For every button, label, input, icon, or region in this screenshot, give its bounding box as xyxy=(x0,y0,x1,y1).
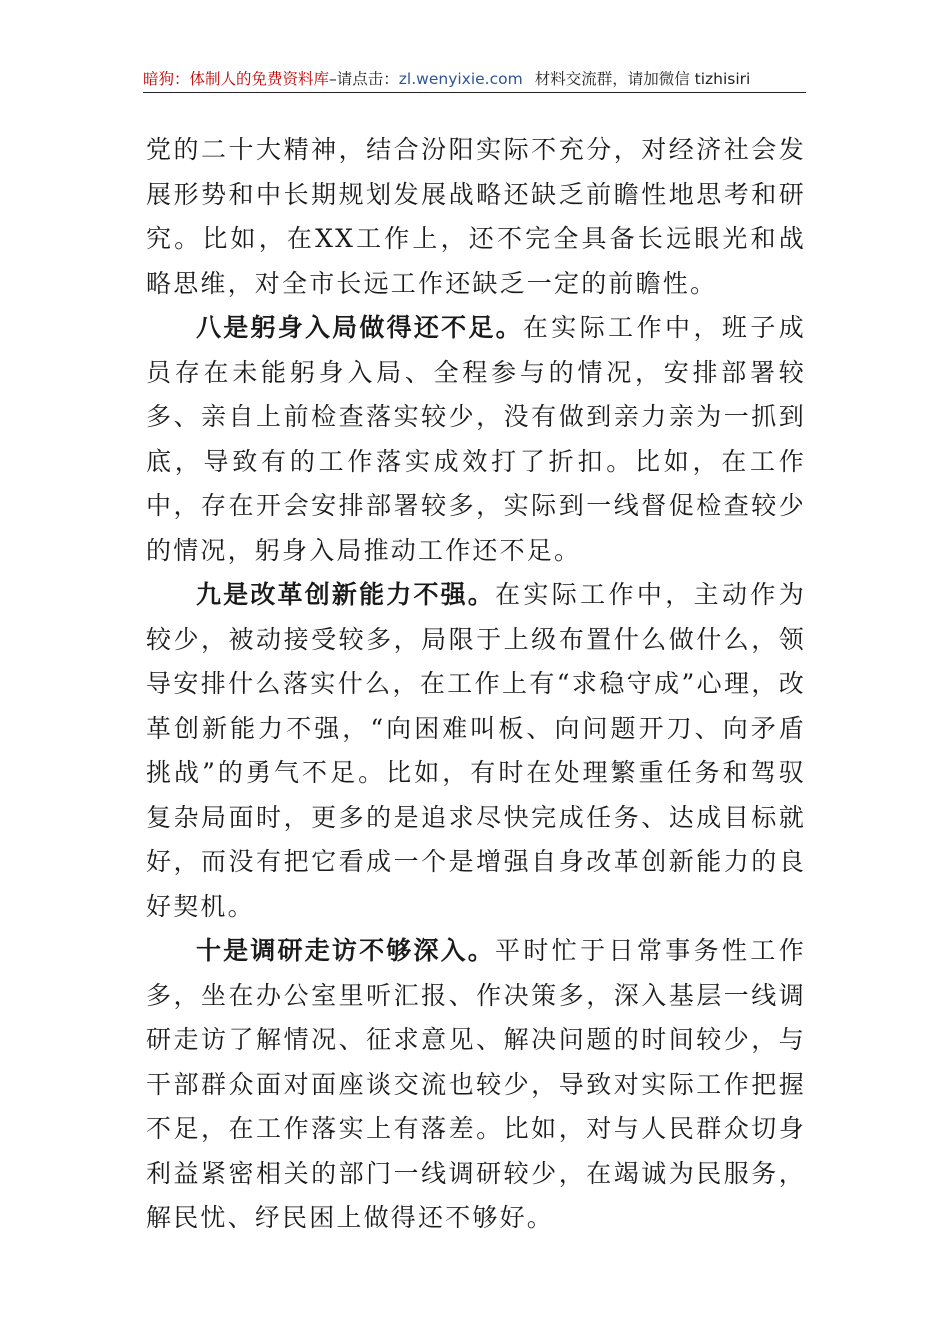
page-header xyxy=(143,66,806,93)
paragraph-heading: 九是改革创新能力不强。 xyxy=(196,580,495,609)
paragraph-text: 在实际工作中，班子成员存在未能躬身入局、全程参与的情况，安排部署较多、亲自上前检查落实较少，没有做到亲力亲为一抓到底，导致有的工作落实成效打了折扣。比如，在工作中，存在开会安排部署较多，实际到一线督促检查较少的情况，躬身入局推动工作还不足。 xyxy=(146,313,806,565)
header-link[interactable]: zl.wenyixie.com xyxy=(398,70,523,88)
paragraph-heading: 八是躬身入局做得还不足。 xyxy=(196,313,523,342)
paragraph-text: 党的二十大精神，结合汾阳实际不充分，对经济社会发展形势和中长期规划发展战略还缺乏前瞻性地思考和研究。比如，在XX工作上，还不完全具备长远眼光和战略思维，对全市长远工作还缺乏一定的前瞻性。 xyxy=(146,135,806,298)
header-separator: –请点击： xyxy=(329,70,399,88)
paragraph-point-8 xyxy=(146,306,806,573)
header-group-info: 材料交流群，请加微信 tizhisiri xyxy=(534,70,751,88)
paragraph-heading: 十是调研走访不够深入。 xyxy=(196,936,495,965)
paragraph-point-9 xyxy=(146,573,806,929)
header-brand: 暗狗：体制人的免费资料库 xyxy=(143,70,330,88)
paragraph-text: 在实际工作中，主动作为较少，被动接受较多，局限于上级布置什么做什么，领导安排什么落实什么，在工作上有“求稳守成”心理，改革创新能力不强，“向困难叫板、向问题开刀、向矛盾挑战”的勇气不足。比如，有时在处理繁重任务和驾驭复杂局面时，更多的是追求尽快完成任务、达成目标就好，而没有把它看成一个是增强自身改革创新能力的良好契机。 xyxy=(146,580,806,921)
paragraph-point-10 xyxy=(146,929,806,1241)
document-body xyxy=(146,128,806,1241)
paragraph-continuation xyxy=(146,128,806,306)
paragraph-text: 平时忙于日常事务性工作多，坐在办公室里听汇报、作决策多，深入基层一线调研走访了解情况、征求意见、解决问题的时间较少，与干部群众面对面座谈交流也较少，导致对实际工作把握不足，在工作落实上有落差。比如，对与人民群众切身利益紧密相关的部门一线调研较少，在竭诚为民服务，解民忧、纾民困上做得还不够好。 xyxy=(146,936,806,1232)
